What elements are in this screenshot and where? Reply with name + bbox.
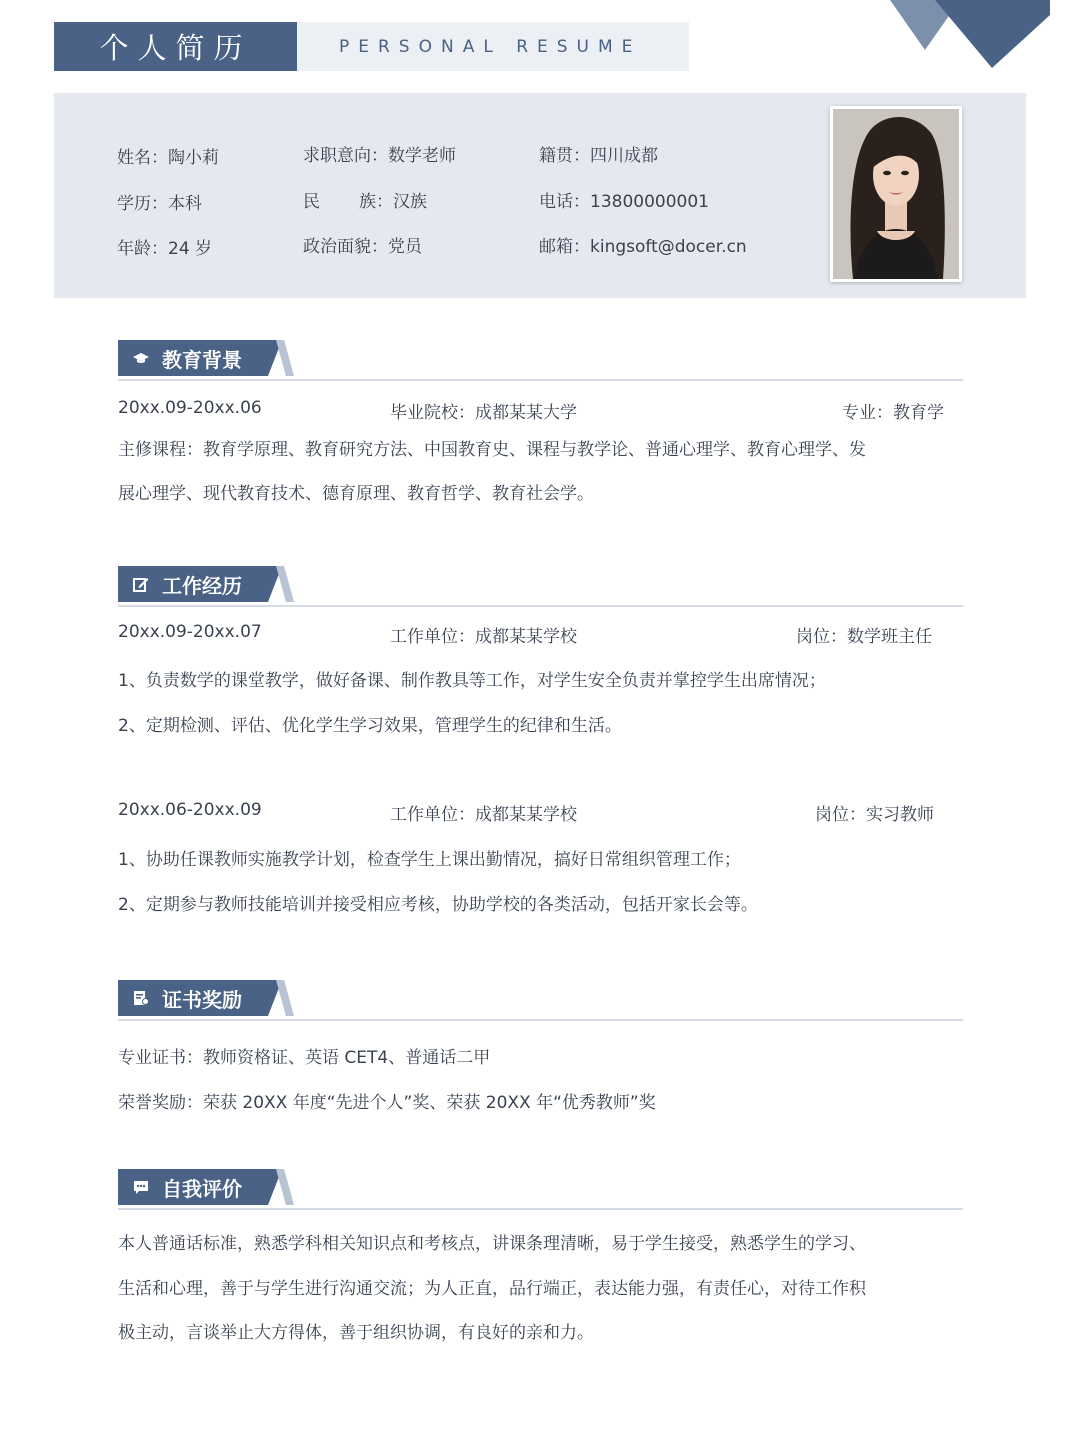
self-eval-section-header	[118, 1169, 963, 1211]
work-divider	[118, 605, 963, 607]
profile-photo	[830, 106, 962, 282]
info-name: 姓名：陶小莉	[117, 148, 219, 168]
awards-heading: 证书奖励	[162, 987, 242, 1012]
info-native-place: 籍贯：四川成都	[539, 146, 658, 166]
job1-duty1: 1、负责数学的课堂教学，做好备课、制作教具等工作，对学生安全负责并掌控学生出席情况；	[118, 671, 826, 691]
info-education: 学历：本科	[117, 194, 202, 214]
edit-icon	[133, 576, 149, 592]
education-courses-line2: 展心理学、现代教育技术、德育原理、教育哲学、教育社会学。	[118, 484, 594, 504]
job2-position: 岗位：实习教师	[815, 805, 934, 825]
self-eval-heading: 自我评价	[162, 1176, 242, 1201]
job1-period: 20xx.09-20xx.07	[118, 622, 262, 642]
awards-certs: 专业证书：教师资格证、英语 CET4、普通话二甲	[118, 1048, 491, 1068]
awards-section-header	[118, 980, 963, 1022]
info-ethnicity-value: 族：汉族	[359, 192, 427, 212]
work-tab	[118, 566, 268, 602]
info-email: 邮箱：kingsoft@docer.cn	[539, 237, 747, 257]
education-tab	[118, 340, 268, 376]
education-section-header	[118, 340, 963, 382]
self-eval-line3: 极主动，言谈举止大方得体，善于组织协调，有良好的亲和力。	[118, 1323, 594, 1343]
resume-title-text: 个人简历	[99, 31, 252, 65]
job2-period: 20xx.06-20xx.09	[118, 800, 262, 820]
info-age: 年龄：24 岁	[117, 239, 213, 259]
resume-subtitle-text: PERSONAL RESUME	[339, 36, 642, 57]
resume-subtitle	[297, 22, 689, 71]
work-section-header	[118, 566, 963, 608]
resume-title	[54, 22, 297, 71]
corner-decoration	[850, 0, 1050, 70]
awards-divider	[118, 1019, 963, 1021]
info-ethnicity-label: 民	[303, 192, 320, 212]
awards-tab	[118, 980, 268, 1016]
self-eval-tab	[118, 1169, 268, 1205]
self-eval-line2: 生活和心理，善于与学生进行沟通交流；为人正直，品行端正，表达能力强，有责任心，对待工作积	[118, 1279, 866, 1299]
job1-position: 岗位：数学班主任	[796, 627, 932, 647]
education-period: 20xx.09-20xx.06	[118, 398, 262, 418]
education-courses-line1: 主修课程：教育学原理、教育研究方法、中国教育史、课程与教学论、普通心理学、教育心理学、发	[118, 440, 866, 460]
info-job-intention: 求职意向：数学老师	[303, 146, 456, 166]
job2-duty2: 2、定期参与教师技能培训并接受相应考核，协助学校的各类活动，包括开家长会等。	[118, 895, 758, 915]
education-courses	[118, 428, 963, 516]
work-heading: 工作经历	[162, 573, 242, 598]
chat-bubble-icon	[133, 1179, 149, 1195]
self-eval-divider	[118, 1208, 963, 1210]
job1-unit: 工作单位：成都某某学校	[390, 627, 577, 647]
graduation-cap-icon	[133, 350, 149, 366]
awards-honors: 荣誉奖励：荣获 20XX 年度“先进个人”奖、荣获 20XX 年“优秀教师”奖	[118, 1093, 656, 1113]
job1-duty2: 2、定期检测、评估、优化学生学习效果，管理学生的纪律和生活。	[118, 716, 622, 736]
education-major: 专业：教育学	[842, 403, 944, 423]
certificate-icon	[133, 990, 149, 1006]
job2-unit: 工作单位：成都某某学校	[390, 805, 577, 825]
education-divider	[118, 379, 963, 381]
info-political: 政治面貌：党员	[303, 237, 422, 257]
info-phone: 电话：13800000001	[539, 192, 709, 212]
education-heading: 教育背景	[162, 347, 242, 372]
education-school: 毕业院校：成都某某大学	[390, 403, 577, 423]
job2-duty1: 1、协助任课教师实施教学计划，检查学生上课出勤情况，搞好日常组织管理工作；	[118, 850, 741, 870]
self-eval-line1: 本人普通话标准，熟悉学科相关知识点和考核点，讲课条理清晰，易于学生接受，熟悉学生的学习、	[118, 1234, 866, 1254]
